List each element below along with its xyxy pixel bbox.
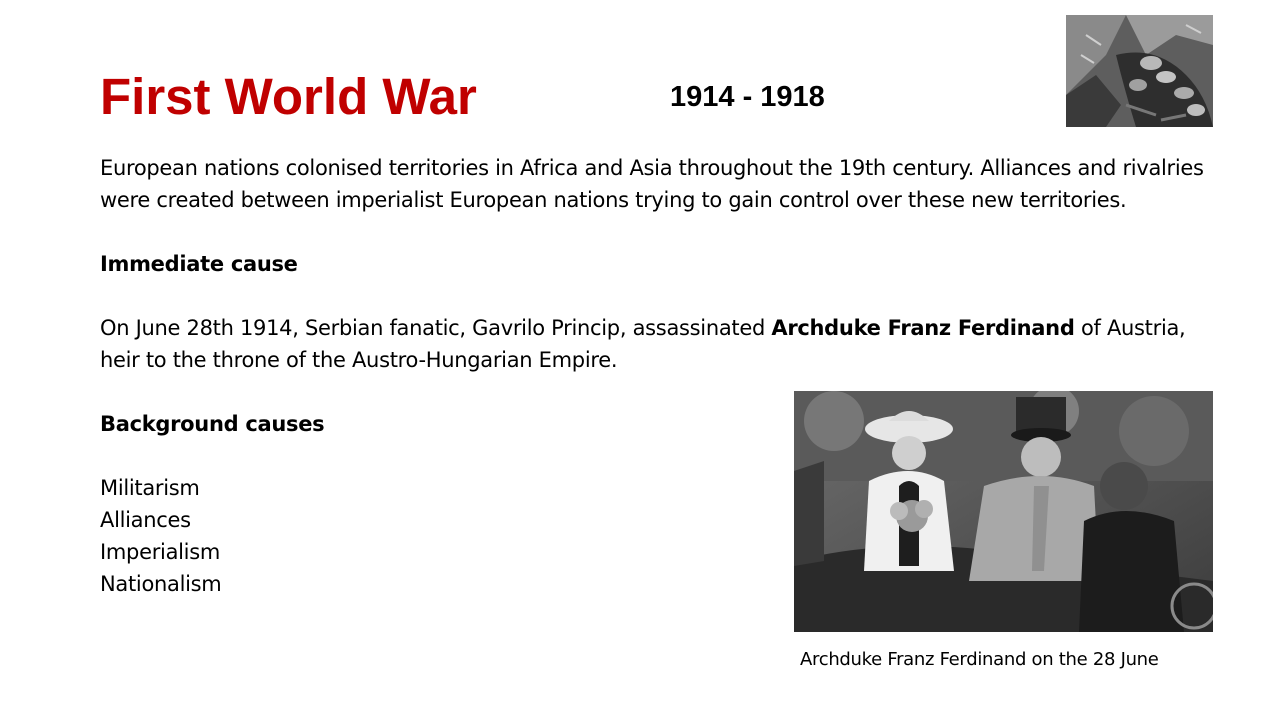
immediate-cause-text-start: On June 28th 1914, Serbian fanatic, Gavrilo Princip, assassinated [100, 316, 772, 340]
photo-caption: Archduke Franz Ferdinand on the 28 June [800, 649, 1159, 670]
spacer [100, 280, 1220, 312]
soldiers-trench-image [1066, 15, 1213, 127]
archduke-name: Archduke Franz Ferdinand [771, 316, 1075, 340]
immediate-cause-paragraph [100, 312, 1220, 376]
cause-alliances: Alliances [100, 508, 191, 532]
spacer [100, 216, 1220, 248]
cause-imperialism: Imperialism [100, 540, 221, 564]
immediate-cause-text-end: of Austria, heir to the throne of the Austro-Hungarian Empire. [100, 316, 1186, 372]
archduke-carriage-image [794, 391, 1213, 632]
cause-nationalism: Nationalism [100, 572, 222, 596]
intro-paragraph: European nations colonised territories in Africa and Asia throughout the 19th century. Alliances and rivalries were created between imperialist European nations trying to gain control over these new territories. [100, 156, 1204, 212]
slide-years: 1914 - 1918 [670, 81, 825, 113]
soldiers-trench-photo [1066, 15, 1213, 127]
slide-title: First World War [100, 68, 477, 125]
archduke-carriage-photo [794, 391, 1213, 632]
immediate-cause-heading: Immediate cause [100, 252, 298, 276]
cause-militarism: Militarism [100, 476, 200, 500]
background-causes-heading: Background causes [100, 412, 325, 436]
